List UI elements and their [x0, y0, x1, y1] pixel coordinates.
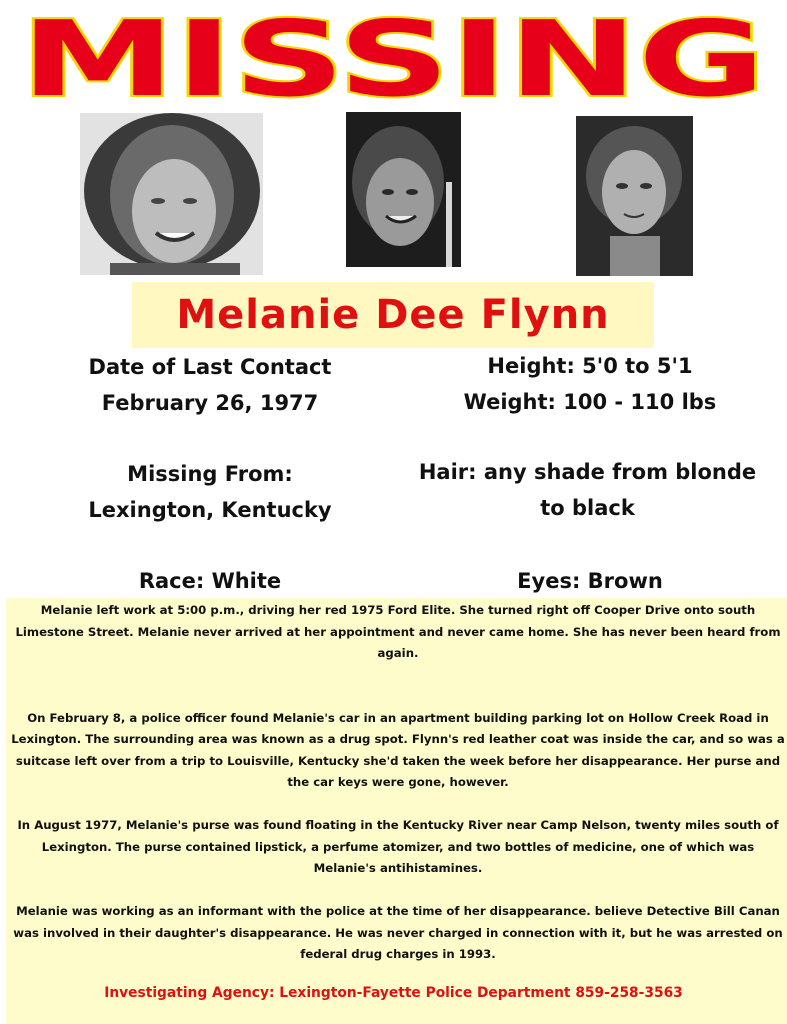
investigating-agency: Investigating Agency: Lexington-Fayette Police Department 859-258-3563 [104, 985, 683, 1001]
race-text: Race: White [138, 569, 282, 593]
hair-line-2: to black [540, 496, 635, 520]
portrait-photo-bw [576, 116, 693, 276]
missing-headline [0, 2, 787, 112]
case-narrative [6, 598, 787, 1024]
missing-from-label: Missing From: [127, 462, 293, 486]
race-block [40, 563, 380, 599]
missing-from-value: Lexington, Kentucky [88, 498, 332, 522]
last-contact-block [40, 349, 380, 421]
last-contact-value: February 26, 1977 [101, 391, 319, 415]
weight-text: Weight: 100 - 110 lbs [463, 390, 717, 414]
height-text: Height: 5'0 to 5'1 [487, 354, 693, 378]
story-paragraph-2: On February 8, a police officer found Melanie's car in an apartment building parking lot on Hollow Creek Road in Lexington. The surrounding area was known as a drug spot. Flynn's red leather coat was inside the car, and so was a suitcase left over from a trip to Louisville, Kentucky she'd taken the week before her disappearance. Her purse and the car keys were gone, however. [11, 710, 785, 789]
hair-block [395, 454, 780, 526]
eyes-text: Eyes: Brown [517, 569, 663, 593]
story-paragraph-3: In August 1977, Melanie's purse was found floating in the Kentucky River near Camp Nelson, twenty miles south of Lexington. The purse contained lipstick, a perfume atomizer, and two bottles of medicine, one of which was Melanie's antihistamines. [17, 818, 779, 875]
hair-line-1: Hair: any shade from blonde [418, 460, 757, 484]
eyes-block [400, 563, 780, 599]
story-paragraph-1: Melanie left work at 5:00 p.m., driving her red 1975 Ford Elite. She turned right off Cooper Drive onto south Limestone Street. Melanie never arrived at her appointment and never came home. She has never been heard from again. [15, 603, 781, 660]
person-name: Melanie Dee Flynn [176, 292, 610, 338]
story-paragraph-4: Melanie was working as an informant with the police at the time of her disappearance. believe Detective Bill Canan was involved in their daughter's disappearance. He was never charged in connection with it, but he was arrested on federal drug charges in 1993. [13, 904, 783, 961]
missing-title: MISSING [20, 2, 766, 112]
portrait-photo-smiling [80, 113, 263, 275]
last-contact-label: Date of Last Contact [88, 355, 332, 379]
height-weight-block [400, 348, 780, 420]
name-banner [132, 282, 654, 348]
portrait-photo-dark [346, 112, 461, 267]
missing-from-block [40, 456, 380, 528]
